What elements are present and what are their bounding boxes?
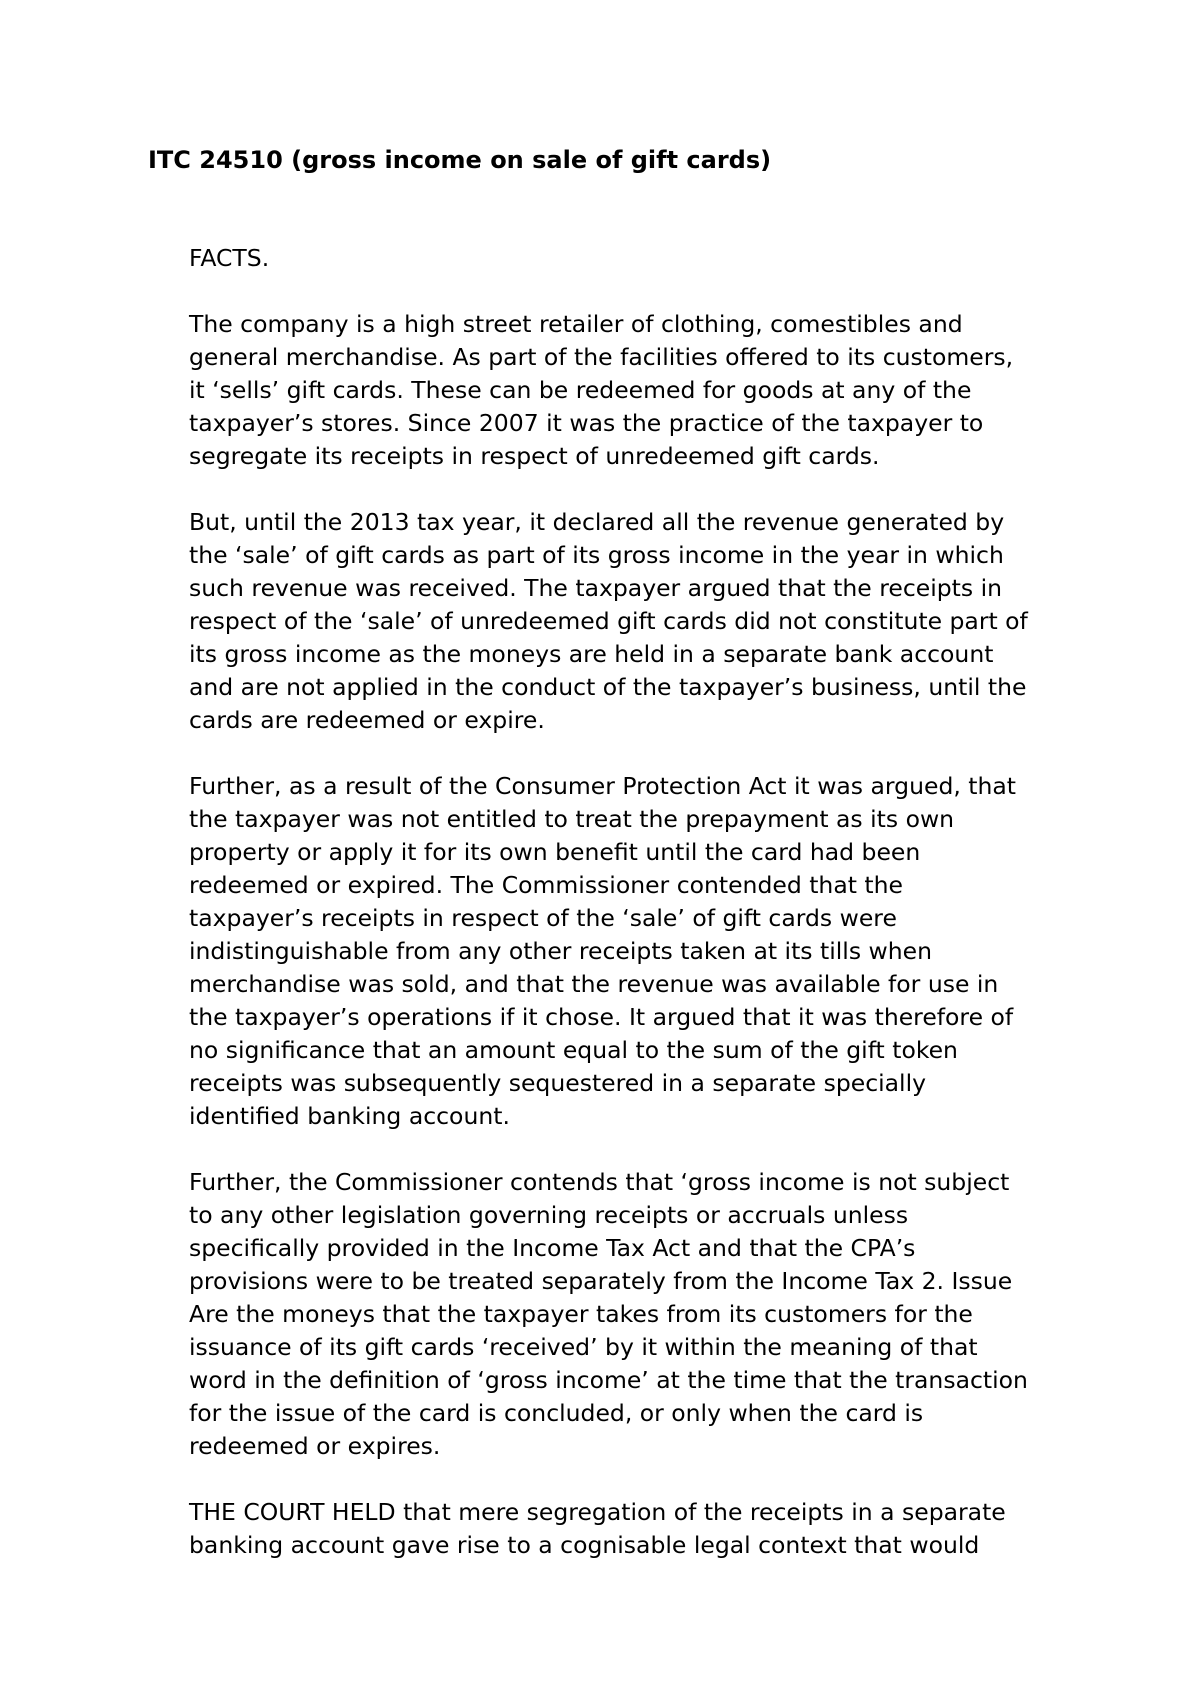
text-line: issuance of its gift cards ‘received’ by it within the meaning of that — [189, 1333, 978, 1361]
paragraph-taxpayer-argument — [189, 506, 1089, 737]
paragraph-cpa-argument — [189, 770, 1089, 1133]
paragraph-company-description — [189, 308, 1089, 473]
text-line: redeemed or expired. The Commissioner contended that the — [189, 871, 903, 899]
text-line: property or apply it for its own benefit until the card had been — [189, 838, 921, 866]
text-line: banking account gave rise to a cognisable legal context that would — [189, 1531, 980, 1559]
text-line: for the issue of the card is concluded, or only when the card is — [189, 1399, 924, 1427]
text-line: identified banking account. — [189, 1102, 510, 1130]
text-line: But, until the 2013 tax year, it declared all the revenue generated by — [189, 508, 1005, 536]
text-line: the ‘sale’ of gift cards as part of its gross income in the year in which — [189, 541, 1004, 569]
text-line: Further, the Commissioner contends that ‘gross income is not subject — [189, 1168, 1010, 1196]
text-line: merchandise was sold, and that the revenue was available for use in — [189, 970, 999, 998]
text-line: respect of the ‘sale’ of unredeemed gift cards did not constitute part of — [189, 607, 1028, 635]
text-line: THE COURT HELD that mere segregation of the receipts in a separate — [189, 1498, 1006, 1526]
text-line: Are the moneys that the taxpayer takes from its customers for the — [189, 1300, 973, 1328]
text-line: the taxpayer was not entitled to treat the prepayment as its own — [189, 805, 955, 833]
text-line: no significance that an amount equal to the sum of the gift token — [189, 1036, 958, 1064]
text-line: its gross income as the moneys are held in a separate bank account — [189, 640, 994, 668]
paragraph-court-held — [189, 1496, 1089, 1562]
text-line: to any other legislation governing receipts or accruals unless — [189, 1201, 909, 1229]
text-line: segregate its receipts in respect of unredeemed gift cards. — [189, 442, 880, 470]
text-line: it ‘sells’ gift cards. These can be redeemed for goods at any of the — [189, 376, 972, 404]
text-line: FACTS. — [189, 244, 270, 272]
text-line: indistinguishable from any other receipts taken at its tills when — [189, 937, 932, 965]
text-line: such revenue was received. The taxpayer argued that the receipts in — [189, 574, 1002, 602]
text-line: specifically provided in the Income Tax Act and that the CPA’s — [189, 1234, 916, 1262]
text-line: taxpayer’s stores. Since 2007 it was the practice of the taxpayer to — [189, 409, 984, 437]
document-title: ITC 24510 (gross income on sale of gift cards) — [148, 146, 772, 174]
text-line: receipts was subsequently sequestered in a separate specially — [189, 1069, 927, 1097]
text-line: and are not applied in the conduct of the taxpayer’s business, until the — [189, 673, 1027, 701]
text-line: the taxpayer’s operations if it chose. It argued that it was therefore of — [189, 1003, 1014, 1031]
text-line: word in the definition of ‘gross income’ at the time that the transaction — [189, 1366, 1028, 1394]
text-line: provisions were to be treated separately from the Income Tax 2. Issue — [189, 1267, 1013, 1295]
text-line: Further, as a result of the Consumer Protection Act it was argued, that — [189, 772, 1017, 800]
document-body — [189, 242, 1089, 1595]
paragraph-commissioner-issue — [189, 1166, 1089, 1463]
text-line: general merchandise. As part of the facilities offered to its customers, — [189, 343, 1014, 371]
text-line: The company is a high street retailer of clothing, comestibles and — [189, 310, 963, 338]
paragraph-facts-heading — [189, 242, 1089, 275]
text-line: cards are redeemed or expire. — [189, 706, 545, 734]
text-line: redeemed or expires. — [189, 1432, 441, 1460]
text-line: taxpayer’s receipts in respect of the ‘sale’ of gift cards were — [189, 904, 897, 932]
